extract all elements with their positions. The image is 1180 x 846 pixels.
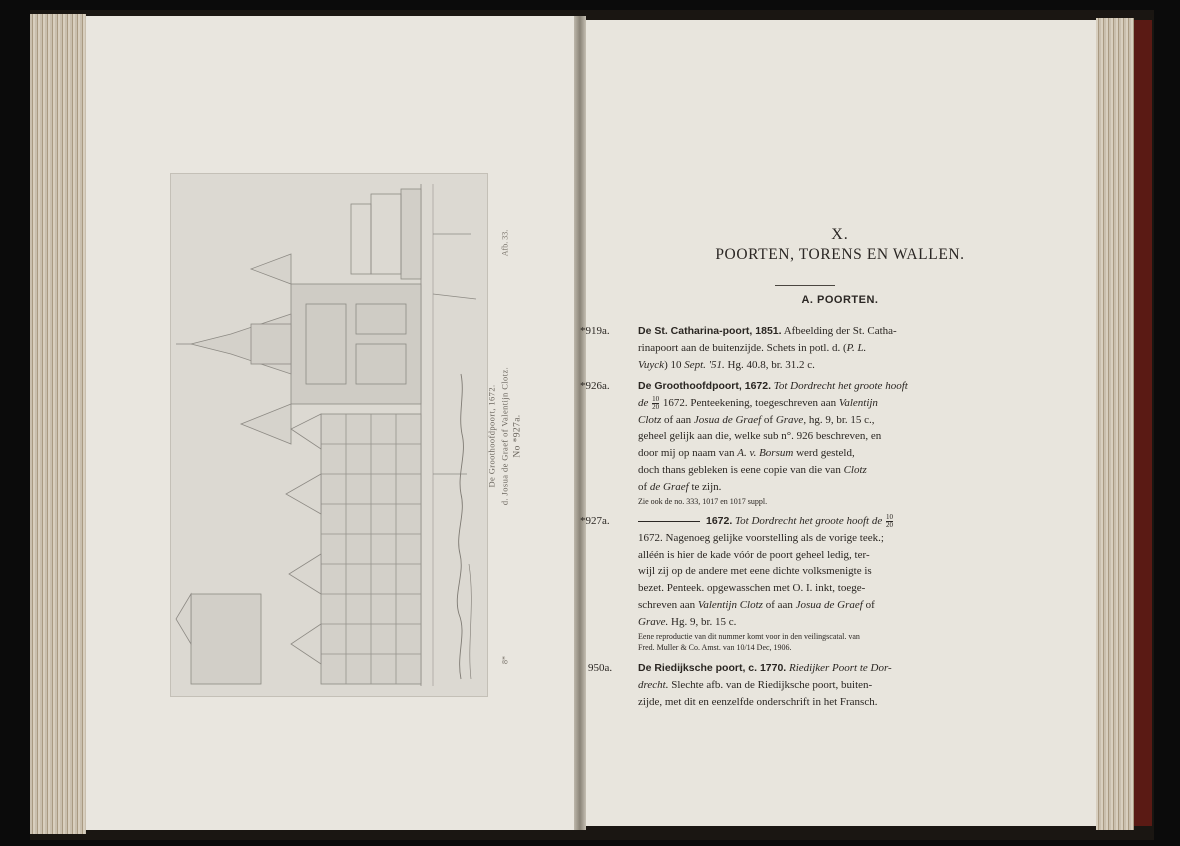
entry-926a (580, 378, 968, 507)
entry-number: *927a. (580, 515, 610, 527)
ditto-dash (638, 521, 700, 522)
chapter-number: X. (831, 226, 849, 243)
entry-text: of (865, 598, 875, 611)
entry-text: of (763, 413, 774, 426)
entry-note: Fred. Muller & Co. Amst. van 10/14 Dec, 1906. (638, 642, 792, 652)
entry-text: zijde, met dit en eenzelfde onderschrift in het Fransch. (638, 695, 878, 708)
entry-927a (580, 512, 968, 653)
illustration-label: Afb. 33. (500, 229, 510, 257)
plate-illustration (170, 173, 488, 697)
entry-italic: Valentijn Clotz (697, 598, 763, 611)
entry-italic: de (638, 396, 649, 409)
left-page-edges (30, 14, 86, 834)
entry-text: Hg. 9, br. 15 c. (668, 615, 737, 628)
fraction-numerator: 10 (885, 512, 893, 521)
section-divider (775, 285, 835, 286)
entry-italic: Valentijn (838, 396, 878, 409)
entry-950a (588, 660, 968, 710)
entry-italic-title: Tot Dordrecht het groote hooft (773, 380, 908, 392)
entry-italic: Grave. (638, 615, 669, 628)
entry-title: De St. Catharina-poort, 1851. (638, 325, 782, 337)
entry-text: bezet. Penteek. opgewasschen met O. I. inkt, toege- (638, 582, 866, 595)
entry-text: geheel gelijk aan die, welke sub n°. 926 beschreven, en (638, 430, 882, 443)
entry-italic: Vuyck (638, 358, 665, 371)
entry-number: *926a. (580, 380, 610, 392)
entry-text: , hg. 9, br. 15 c., (803, 413, 875, 426)
entry-italic: A. v. Borsum (737, 447, 794, 460)
entry-note: Eene reproductie van dit nummer komt voor in den veilingscatal. van (638, 631, 860, 641)
entry-text: te zijn. (691, 480, 722, 493)
plate-number: No *927a. (512, 414, 523, 458)
cover-spine (1134, 20, 1152, 826)
entry-text: of aan (663, 413, 692, 426)
entry-italic: Josua de Graef (693, 413, 762, 426)
chapter-title: POORTEN, TORENS EN WALLEN. (715, 246, 965, 263)
entry-text: Hg. 40.8, br. 31.2 c. (724, 358, 815, 371)
entry-text: of (638, 480, 648, 493)
entry-text: of aan (765, 598, 793, 611)
fraction-numerator: 10 (652, 394, 660, 403)
entry-text: wijl zij op de andere met eene dichte volksmenigte is (638, 565, 872, 578)
entry-italic: de Graef (649, 480, 689, 493)
entry-text: door mij op naam van (638, 447, 735, 460)
entry-note: Zie ook de no. 333, 1017 en 1017 suppl. (638, 496, 768, 506)
entry-italic: Clotz (638, 413, 662, 426)
entry-text: alléén is hier de kade vóór de poort geheel ledig, ter- (638, 548, 870, 561)
right-page-edges (1096, 18, 1134, 830)
entry-text: ) 10 (664, 358, 685, 371)
entry-text: Slechte afb. van de Riedijksche poort, buiten- (671, 678, 873, 691)
entry-italic: Sept. '51. (684, 358, 725, 371)
entry-italic: Clotz (843, 463, 867, 476)
entry-text: 1672. Penteekening, toegeschreven aan (662, 396, 837, 409)
plate-caption-title: De Groothoofdpoort, 1672. (486, 384, 497, 488)
entry-919a (580, 323, 968, 373)
entry-title: De Groothoofdpoort, 1672. (638, 380, 772, 392)
fraction-denominator: 20 (885, 520, 893, 529)
entry-italic-title: Riedijker Poort te Dor- (788, 662, 892, 674)
entry-italic: P. L. (846, 341, 867, 354)
entry-title: 1672. (706, 515, 733, 527)
plate-caption-attribution: d. Josua de Graef of Valentijn Clotz. (499, 366, 510, 506)
fraction-denominator: 20 (652, 402, 660, 411)
entry-text: werd gesteld, (796, 447, 855, 460)
entry-number: *919a. (580, 325, 610, 337)
gate-drawing (171, 174, 487, 696)
entry-text: rinapoort aan de buitenzijde. Schets in potl. d. ( (638, 341, 847, 354)
date-fraction (886, 514, 893, 529)
date-fraction (652, 396, 659, 411)
entry-italic: drecht. (638, 678, 669, 691)
section-heading: A. POORTEN. (801, 294, 879, 306)
entry-italic-title: Tot Dordrecht het groote hooft de (735, 515, 883, 527)
left-page-number: 8* (500, 656, 510, 664)
entry-text: 1672. Nagenoeg gelijke voorstelling als de vorige teek.; (638, 531, 884, 544)
plate-caption (486, 367, 525, 505)
entry-italic: Grave (775, 413, 804, 426)
entry-title: De Riedijksche poort, c. 1770. (638, 662, 787, 674)
entry-text: doch thans gebleken is eene copie van die van (638, 463, 841, 476)
entry-italic: Josua de Graef (795, 598, 863, 611)
book-gutter (574, 16, 586, 830)
entry-number: 950a. (588, 662, 613, 674)
entry-text: Afbeelding der St. Catha- (781, 325, 897, 337)
entry-text: schreven aan (638, 598, 696, 611)
